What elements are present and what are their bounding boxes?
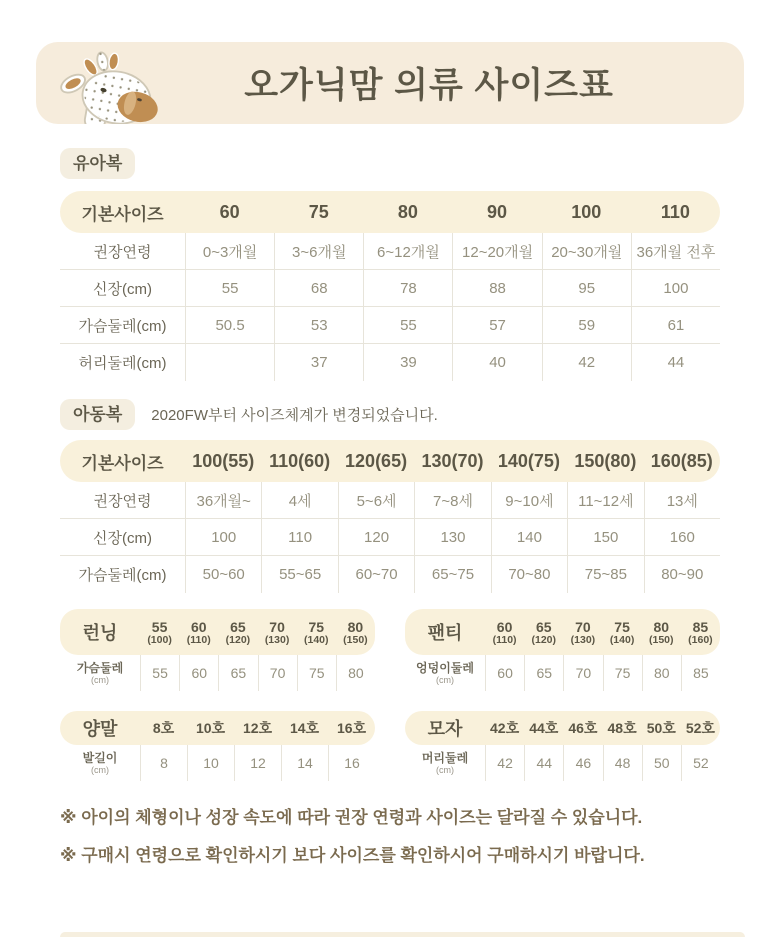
table-header-row <box>60 711 375 745</box>
section-badge-kids: 아동복 <box>60 399 135 430</box>
size-equivalent: (120) <box>531 633 556 646</box>
size-number: 52호 <box>685 719 715 736</box>
size-number: 70 <box>269 618 285 635</box>
cell-value: 44 <box>524 745 563 781</box>
cell-value: 50.5 <box>185 307 274 343</box>
running-size-table <box>60 609 375 691</box>
cell-value: 100 <box>185 519 261 555</box>
table-row <box>60 270 720 307</box>
accessory-tables-row <box>60 711 720 781</box>
row-label-unit: (cm) <box>91 674 109 685</box>
size-number: 85 <box>692 618 709 635</box>
cell-value: 55 <box>140 655 179 691</box>
cell-value: 12~20개월 <box>452 233 541 269</box>
column-header: 160(85) <box>650 450 713 471</box>
size-equivalent: (110) <box>492 633 517 646</box>
header-title: 기본사이즈 <box>81 204 164 224</box>
size-number: 65 <box>535 618 552 635</box>
row-label <box>405 745 485 781</box>
column-header <box>187 720 234 736</box>
row-label-unit: (cm) <box>91 764 109 775</box>
cell-value: 70~80 <box>491 556 567 593</box>
column-header <box>218 619 257 646</box>
column-header: 100(55) <box>192 450 255 471</box>
cell-value: 59 <box>542 307 631 343</box>
size-number: 14호 <box>289 719 320 736</box>
table-row <box>60 655 375 691</box>
socks-size-table <box>60 711 375 781</box>
column-header: 120(65) <box>345 450 408 471</box>
column-header <box>524 619 563 646</box>
size-equivalent: (100) <box>147 633 172 646</box>
cell-value: 39 <box>363 344 452 381</box>
cell-value: 12 <box>234 745 281 781</box>
cell-value: 110 <box>261 519 337 555</box>
size-equivalent: (150) <box>343 633 368 646</box>
cell-value: 16 <box>328 745 375 781</box>
row-label: 가슴둘레(cm) <box>78 567 167 584</box>
cell-value: 36개월~ <box>185 482 261 518</box>
column-header <box>603 619 642 646</box>
column-header <box>281 720 328 736</box>
row-label <box>60 655 140 691</box>
column-header: 75 <box>308 201 329 222</box>
small-table-title: 모자 <box>427 719 463 739</box>
cell-value: 60~70 <box>338 556 414 593</box>
size-equivalent: (150) <box>648 633 674 646</box>
cell-value: 14 <box>281 745 328 781</box>
cell-value: 20~30개월 <box>542 233 631 269</box>
column-header: 100 <box>571 201 602 222</box>
section-badge-infant: 유아복 <box>60 148 135 179</box>
size-number: 80 <box>347 618 364 635</box>
table-header-row <box>405 609 720 655</box>
cell-value: 50 <box>642 745 681 781</box>
size-number: 75 <box>614 618 630 635</box>
cell-value: 42 <box>542 344 631 381</box>
underwear-tables-row <box>60 609 720 691</box>
column-header <box>642 720 681 736</box>
cell-value: 8 <box>140 745 187 781</box>
table-header-row <box>60 440 720 482</box>
row-label: 권장연령 <box>93 492 152 510</box>
header-title: 기본사이즈 <box>81 453 164 473</box>
cell-value: 65 <box>218 655 257 691</box>
size-equivalent: (140) <box>609 633 635 646</box>
kids-size-table <box>60 440 720 593</box>
column-header <box>234 720 281 736</box>
cell-value: 48 <box>603 745 642 781</box>
column-header <box>563 619 602 646</box>
next-section-edge <box>60 932 745 937</box>
row-label: 권장연령 <box>93 243 152 261</box>
table-row <box>60 745 375 781</box>
cell-value: 40 <box>452 344 541 381</box>
column-header <box>524 720 563 736</box>
cell-value: 80 <box>336 655 375 691</box>
row-label: 가슴둘레(cm) <box>78 317 167 335</box>
cell-value: 80 <box>642 655 681 691</box>
cell-value: 3~6개월 <box>274 233 363 269</box>
column-header <box>485 619 524 646</box>
title-banner <box>36 42 744 124</box>
table-header-row <box>60 609 375 655</box>
cell-value: 80~90 <box>644 556 720 593</box>
cell-value: 50~60 <box>185 556 261 593</box>
footnote-purchase-guide: ※ 구매시 연령으로 확인하시기 보다 사이즈를 확인하시어 구매하시기 바랍니다. <box>60 846 645 865</box>
table-row <box>405 655 720 691</box>
cell-value: 65~75 <box>414 556 490 593</box>
size-equivalent: (160) <box>688 633 713 646</box>
size-number: 48호 <box>607 719 637 736</box>
cell-value: 100 <box>631 270 720 306</box>
cell-value: 55~65 <box>261 556 337 593</box>
table-header-row <box>405 711 720 745</box>
row-label <box>60 745 140 781</box>
kids-section-header <box>60 399 720 430</box>
cell-value: 75 <box>297 655 336 691</box>
row-label: 신장(cm) <box>93 280 152 298</box>
cell-value: 46 <box>563 745 602 781</box>
size-number: 65 <box>230 618 246 635</box>
cell-value: 150 <box>567 519 643 555</box>
page-title: 오가닉맘 의류 사이즈표 <box>244 66 614 105</box>
row-label: 신장(cm) <box>93 529 152 547</box>
size-number: 70 <box>575 618 591 635</box>
size-equivalent: (130) <box>570 633 596 646</box>
column-header <box>563 720 602 736</box>
cell-value: 52 <box>681 745 720 781</box>
size-number: 60 <box>190 618 207 635</box>
column-header: 60 <box>219 201 240 222</box>
kids-size-note: 2020FW부터 사이즈체계가 변경되었습니다. <box>151 407 438 424</box>
cell-value: 70 <box>258 655 297 691</box>
cell-value: 60 <box>485 655 524 691</box>
column-header: 140(75) <box>497 450 560 471</box>
cell-value: 70 <box>563 655 602 691</box>
cell-value: 55 <box>363 307 452 343</box>
row-label-text: 엉덩이둘레 <box>416 661 474 676</box>
column-header: 110(60) <box>269 450 331 471</box>
cell-value: 160 <box>644 519 720 555</box>
table-row <box>60 519 720 556</box>
column-header: 130(70) <box>421 450 484 471</box>
cell-value: 65 <box>524 655 563 691</box>
size-chart-page <box>0 42 780 937</box>
cell-value: 88 <box>452 270 541 306</box>
small-table-title: 양말 <box>82 719 118 739</box>
size-number: 12호 <box>242 719 273 736</box>
column-header <box>140 720 187 736</box>
small-table-title: 런닝 <box>82 623 118 643</box>
column-header <box>485 720 524 736</box>
column-header: 150(80) <box>574 450 637 471</box>
cell-value: 95 <box>542 270 631 306</box>
table-row <box>60 556 720 593</box>
cell-value: 10 <box>187 745 234 781</box>
cell-value: 55 <box>185 270 274 306</box>
table-row <box>60 307 720 344</box>
column-header <box>258 619 297 646</box>
cell-value: 60 <box>179 655 218 691</box>
cell-value <box>185 344 274 381</box>
infant-size-table <box>60 191 720 381</box>
size-number: 60 <box>496 618 513 635</box>
row-label: 허리둘레(cm) <box>78 355 167 372</box>
column-header: 90 <box>487 201 508 222</box>
panty-size-table <box>405 609 720 691</box>
table-row <box>60 344 720 381</box>
table-row <box>405 745 720 781</box>
cell-value: 68 <box>274 270 363 306</box>
row-label-text: 가슴둘레 <box>76 661 124 676</box>
cell-value: 75 <box>603 655 642 691</box>
size-number: 10호 <box>195 719 226 736</box>
cell-value: 13세 <box>644 482 720 518</box>
size-number: 55 <box>151 618 168 635</box>
table-row <box>60 482 720 519</box>
table-row <box>60 233 720 270</box>
cell-value: 78 <box>363 270 452 306</box>
size-equivalent: (110) <box>186 633 211 646</box>
cell-value: 9~10세 <box>491 482 567 518</box>
size-equivalent: (130) <box>264 633 290 646</box>
cell-value: 140 <box>491 519 567 555</box>
size-number: 80 <box>653 618 670 635</box>
row-label-text: 발길이 <box>82 751 118 766</box>
table-header-row <box>60 191 720 233</box>
giraffe-icon <box>50 51 170 124</box>
cell-value: 120 <box>338 519 414 555</box>
cell-value: 130 <box>414 519 490 555</box>
size-number: 8호 <box>152 719 175 736</box>
cell-value: 44 <box>631 344 720 381</box>
cell-value: 57 <box>452 307 541 343</box>
cell-value: 61 <box>631 307 720 343</box>
size-number: 50호 <box>646 719 676 736</box>
column-header <box>297 619 336 646</box>
cell-value: 85 <box>681 655 720 691</box>
column-header <box>642 619 681 646</box>
cell-value: 75~85 <box>567 556 643 593</box>
size-number: 42호 <box>490 719 520 736</box>
size-equivalent: (120) <box>225 633 251 646</box>
column-header <box>681 619 720 646</box>
column-header <box>603 720 642 736</box>
cell-value: 4세 <box>261 482 337 518</box>
cell-value: 7~8세 <box>414 482 490 518</box>
column-header <box>328 720 375 736</box>
column-header <box>140 619 179 646</box>
row-label-text: 머리둘레 <box>421 751 469 766</box>
cell-value: 42 <box>485 745 524 781</box>
row-label-unit: (cm) <box>436 674 454 685</box>
size-number: 44호 <box>529 719 559 736</box>
column-header: 110 <box>660 201 690 222</box>
cell-value: 37 <box>274 344 363 381</box>
row-label <box>405 655 485 691</box>
cell-value: 0~3개월 <box>185 233 274 269</box>
column-header <box>336 619 375 646</box>
size-number: 46호 <box>568 719 598 736</box>
cell-value: 53 <box>274 307 363 343</box>
small-table-title: 팬티 <box>427 623 463 643</box>
footnote-body-type: ※ 아이의 체형이나 성장 속도에 따라 권장 연령과 사이즈는 달라질 수 있습니다. <box>60 808 643 827</box>
column-header <box>179 619 218 646</box>
size-number: 16호 <box>336 719 367 736</box>
infant-section-header <box>60 148 720 179</box>
cell-value: 5~6세 <box>338 482 414 518</box>
hat-size-table <box>405 711 720 781</box>
cell-value: 36개월 전후 <box>631 233 720 269</box>
column-header <box>681 720 720 736</box>
row-label-unit: (cm) <box>436 764 454 775</box>
footnotes <box>60 803 720 866</box>
size-number: 75 <box>308 618 325 635</box>
size-equivalent: (140) <box>303 633 329 646</box>
cell-value: 11~12세 <box>567 482 643 518</box>
column-header: 80 <box>397 201 418 222</box>
cell-value: 6~12개월 <box>363 233 452 269</box>
